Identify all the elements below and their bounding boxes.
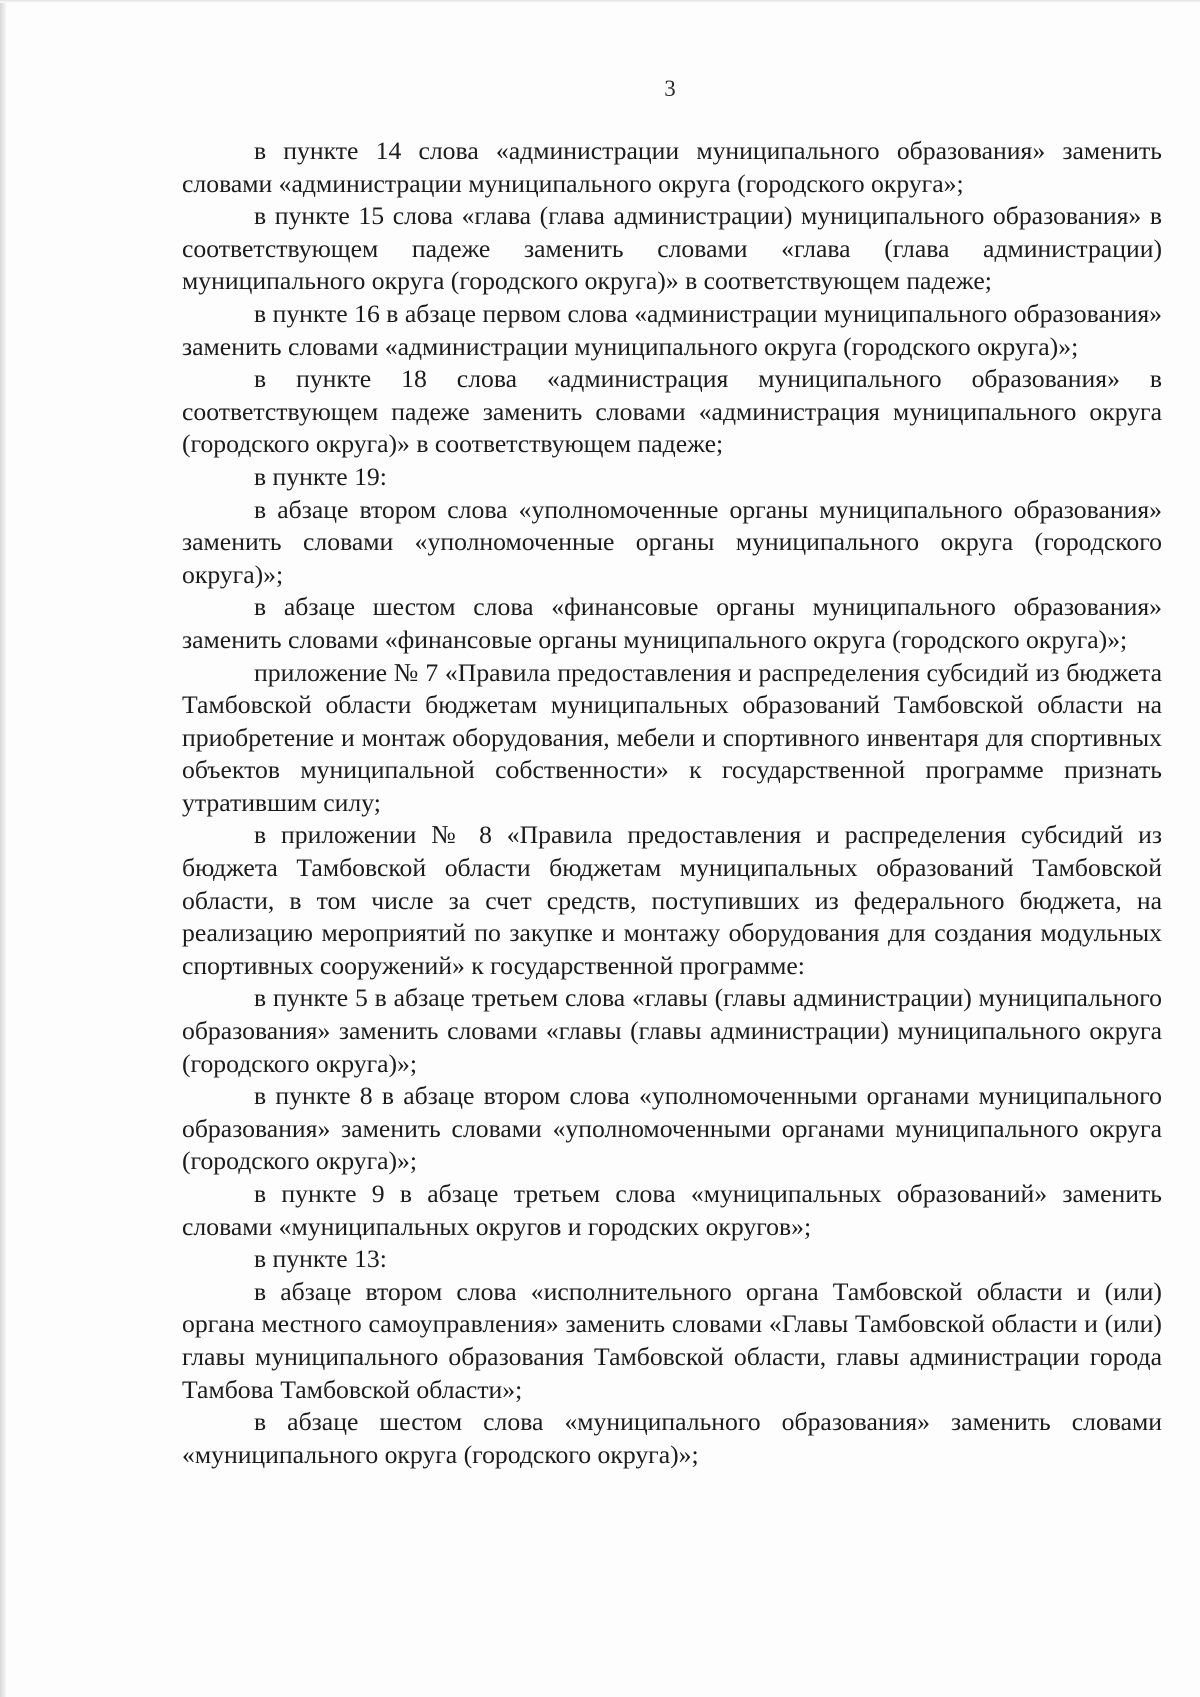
paragraph-item-19-sixth-subparagraph: в абзаце шестом слова «финансовые органы муниципального образования» заменить словами «финансовые органы муниципального округа (городского округа)»; — [182, 592, 1162, 654]
paragraph-item-15: в пункте 15 слова «глава (глава администрации) муниципального образования» в соответствующем падеже заменить словами «глава (глава администрации) муниципального округа (городского округа)» в соответствующем падеже; — [182, 201, 1162, 296]
paragraph-appendix-8-item-9: в пункте 9 в абзаце третьем слова «муниципальных образований» заменить словами «муниципальных округов и городских округов»; — [182, 1179, 1162, 1241]
scan-shadow-top — [0, 0, 1200, 3]
paragraph-item-16: в пункте 16 в абзаце первом слова «администрации муниципального образования» заменить словами «администрации муниципального округа (городского округа)»; — [182, 298, 1162, 361]
paragraph-appendix-8-item-5: в пункте 5 в абзаце третьем слова «главы (главы администрации) муниципального образования» заменить словами «главы (главы администрации) муниципального округа (городского округа)»; — [182, 983, 1162, 1078]
paragraph-item-18: в пункте 18 слова «администрация муниципального образования» в соответствующем падеже заменить словами «администрация муниципального округа (городского округа)» в соответствующем падеже; — [182, 364, 1162, 459]
paragraph-appendix-7: приложение № 7 «Правила предоставления и распределения субсидий из бюджета Тамбовской области бюджетам муниципальных образований Тамбовской области на приобретение и монтаж оборудования, мебели и спортивного инвентаря для спортивных объектов муниципальной собственности» к государственной программе признать утратившим силу; — [182, 657, 1162, 817]
paragraph-appendix-8: в приложении № 8 «Правила предоставления и распределения субсидий из бюджета Тамбовской области бюджетам муниципальных образований Тамбовской области, в том числе за счет средств, поступивших из федерального бюджета, на реализацию мероприятий по закупке и монтажу оборудования для создания модульных спортивных сооружений» к государственной программе: — [182, 820, 1162, 980]
scan-shadow-left — [0, 0, 6, 1697]
paragraph-item-14: в пункте 14 слова «администрации муниципального образования» заменить словами «администрации муниципального округа (городского округа»; — [182, 136, 1162, 198]
paragraph-appendix-8-item-13-heading: в пункте 13: — [254, 1244, 387, 1274]
page-number: 3 — [664, 76, 676, 101]
paragraph-appendix-8-item-8: в пункте 8 в абзаце втором слова «уполномоченными органами муниципального образования» заменить словами «уполномоченными органами муниципального округа (городского округа)»; — [182, 1081, 1162, 1176]
paragraph-appendix-8-item-13-sixth-subparagraph: в абзаце шестом слова «муниципального образования» заменить словами «муниципального округа (городского округа)»; — [182, 1407, 1162, 1469]
paragraph-item-19-heading: в пункте 19: — [254, 461, 387, 491]
paragraph-item-19-second-subparagraph: в абзаце втором слова «уполномоченные органы муниципального образования» заменить словами «уполномоченные органы муниципального округа (городского округа)»; — [182, 494, 1162, 589]
paragraph-appendix-8-item-13-second-subparagraph: в абзаце втором слова «исполнительного органа Тамбовской области и (или) органа местного самоуправления» заменить словами «Главы Тамбовской области и (или) главы муниципального образования Тамбовской области, главы администрации города Тамбова Тамбовской области»; — [182, 1276, 1162, 1404]
document-body — [182, 135, 1162, 1471]
